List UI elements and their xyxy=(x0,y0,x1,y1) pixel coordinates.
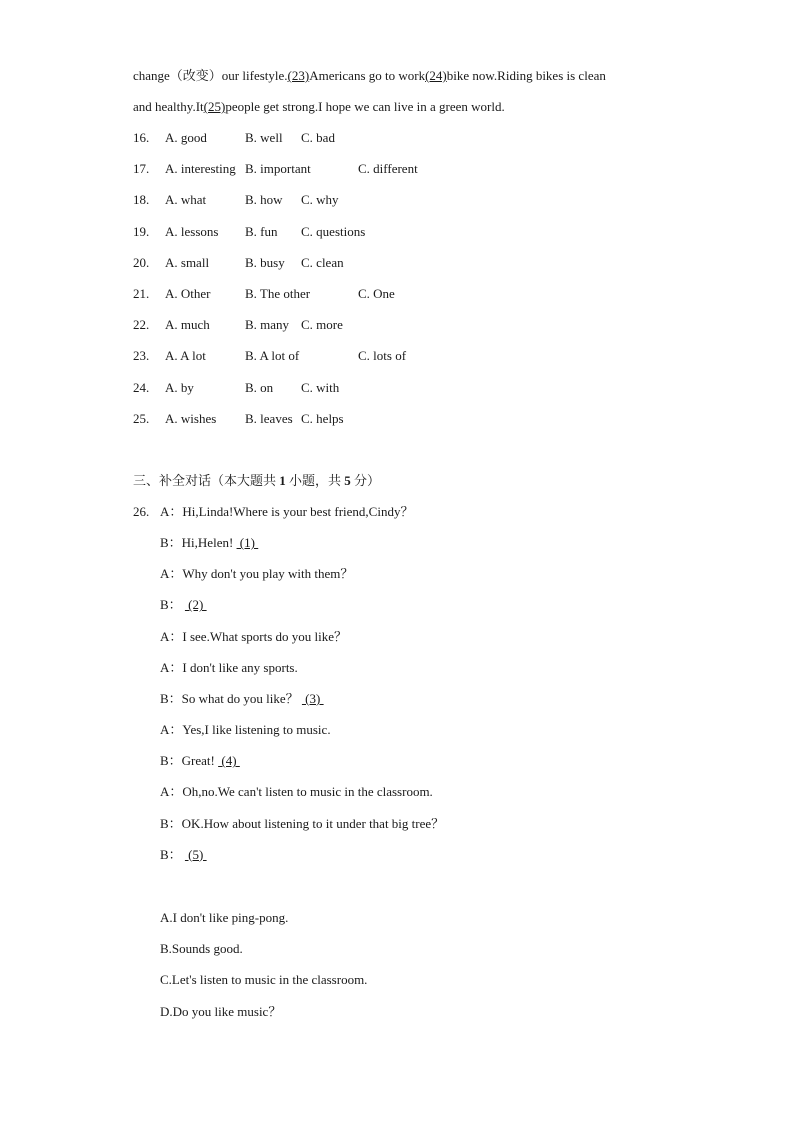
section-heading xyxy=(133,472,380,490)
dialogue-text: B：So what do you like？ xyxy=(160,690,302,706)
dialogue-line xyxy=(160,752,240,770)
option-c: C. different xyxy=(358,161,418,177)
dialogue-line xyxy=(160,659,298,677)
passage-text: people get strong.I hope we can live in a green world. xyxy=(225,99,505,114)
option-b: B. how xyxy=(245,192,283,208)
option-c: C. One xyxy=(358,286,395,301)
option-b: B. important xyxy=(245,161,311,177)
option-b: B. leaves xyxy=(245,410,293,426)
dialogue-blank: (5) xyxy=(184,846,207,862)
option-b: B. well xyxy=(245,130,283,145)
dialogue-blank: (3) xyxy=(301,690,324,706)
dialogue-text: B： xyxy=(160,846,185,862)
dialogue-line xyxy=(160,565,353,583)
dialogue-line xyxy=(160,628,347,646)
blank-24: (24) xyxy=(425,68,447,83)
option-c: C. with xyxy=(301,379,340,395)
option-c: C. lots of xyxy=(358,348,407,364)
option-a: A. what xyxy=(165,192,207,208)
option-a: A. interesting xyxy=(165,161,236,177)
option-c: C. clean xyxy=(301,254,344,270)
dialogue-line xyxy=(160,690,324,708)
question-number: 26. xyxy=(133,504,150,519)
option-b: B. busy xyxy=(245,254,285,270)
option-b: B. fun xyxy=(245,223,278,239)
question-count: 1 xyxy=(279,473,286,488)
option-b: B. on xyxy=(245,379,274,395)
passage-text: Americans go to work xyxy=(309,68,426,83)
option-b: B. The other xyxy=(245,286,311,301)
blank-23: (23) xyxy=(287,68,310,83)
option-a: A. much xyxy=(165,317,210,333)
dialogue-blank: (2) xyxy=(184,597,207,613)
dialogue-text: A：Yes,I like listening to music. xyxy=(160,722,331,738)
question-number: 16. xyxy=(133,130,150,145)
dialogue-text: A：Hi,Linda!Where is your best friend,Cindy？ xyxy=(160,504,414,519)
section-title: 分） xyxy=(350,473,381,488)
option-c: C. questions xyxy=(301,223,366,239)
choice-item: B.Sounds good. xyxy=(160,941,243,957)
dialogue-text: A：Why don't you play with them？ xyxy=(160,566,354,582)
question-number: 25. xyxy=(133,410,150,426)
option-a: A. small xyxy=(165,254,210,270)
option-b: B. A lot of xyxy=(245,348,300,364)
dialogue-blank: (4) xyxy=(218,753,240,769)
option-a: A. by xyxy=(165,379,194,395)
dialogue-line xyxy=(160,503,413,521)
option-c: C. why xyxy=(301,192,339,208)
question-number: 22. xyxy=(133,317,150,333)
section-title: 三、补全对话（本大题共 xyxy=(133,473,280,488)
option-a: A. good xyxy=(165,130,207,145)
dialogue-line xyxy=(160,596,207,614)
option-c: C. helps xyxy=(301,410,344,426)
option-c: C. more xyxy=(301,317,343,333)
section-title: 小题，共 xyxy=(285,473,345,488)
option-b: B. many xyxy=(245,317,290,333)
dialogue-text: A：I don't like any sports. xyxy=(160,659,298,675)
dialogue-text: B：Great! xyxy=(160,753,219,769)
blank-25: (25) xyxy=(203,99,226,114)
passage-text: and healthy.It xyxy=(133,99,204,114)
dialogue-text: B： xyxy=(160,597,185,613)
question-number: 24. xyxy=(133,379,150,395)
dialogue-blank: (1) xyxy=(236,535,259,551)
question-number: 18. xyxy=(133,192,150,208)
option-a: A. Other xyxy=(165,286,211,301)
dialogue-text: B：Hi,Helen! xyxy=(160,535,237,551)
choice-item: C.Let's listen to music in the classroom. xyxy=(160,972,368,988)
question-number: 17. xyxy=(133,161,150,177)
question-number: 19. xyxy=(133,223,150,239)
passage-text: change（改变）our lifestyle. xyxy=(133,68,288,83)
question-number: 23. xyxy=(133,348,150,364)
choice-item: A.I don't like ping-pong. xyxy=(160,910,289,925)
choice-item: D.Do you like music？ xyxy=(160,1003,282,1019)
option-c: C. bad xyxy=(301,130,335,145)
passage-text: bike now.Riding bikes is clean xyxy=(446,68,606,83)
dialogue-line xyxy=(160,534,258,552)
section-score: 5 xyxy=(344,473,351,488)
option-a: A. wishes xyxy=(165,410,217,426)
dialogue-text: A：I see.What sports do you like？ xyxy=(160,628,348,644)
option-a: A. A lot xyxy=(165,348,206,364)
dialogue-line xyxy=(160,783,433,801)
dialogue-line xyxy=(160,815,444,833)
dialogue-text: B：OK.How about listening to it under that big tree？ xyxy=(160,815,445,831)
dialogue-line xyxy=(160,846,207,864)
passage-line-1 xyxy=(133,67,606,85)
passage-line-2 xyxy=(133,98,505,116)
dialogue-text: A：Oh,no.We can't listen to music in the classroom. xyxy=(160,784,433,800)
question-number: 20. xyxy=(133,254,150,270)
dialogue-line xyxy=(160,721,331,739)
option-a: A. lessons xyxy=(165,223,219,239)
question-number: 21. xyxy=(133,286,150,301)
